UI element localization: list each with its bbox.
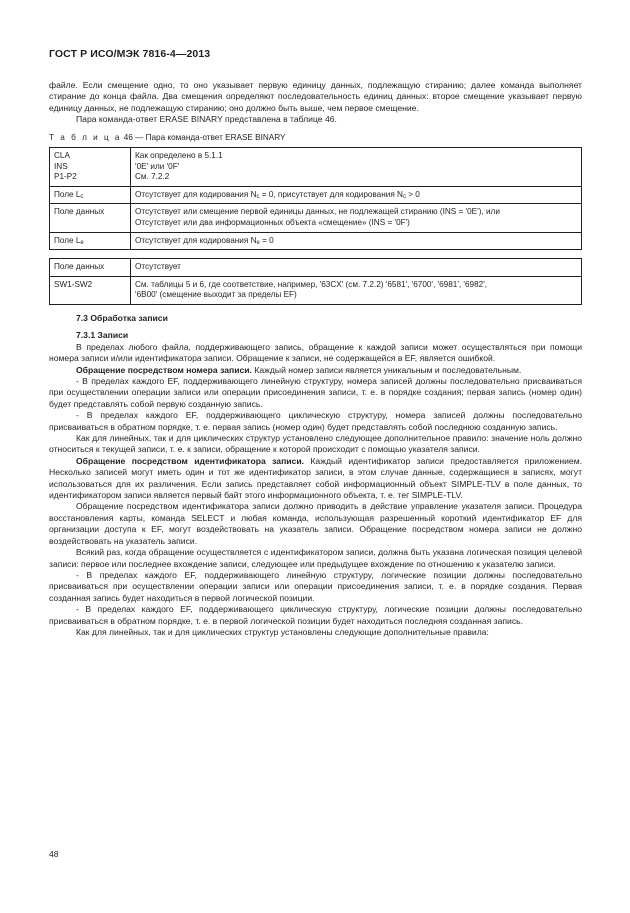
command-table <box>49 147 582 250</box>
field-lc: Поле L <box>54 189 81 199</box>
field-p1p2: P1-P2 <box>54 172 77 182</box>
table-cell-value <box>131 204 582 232</box>
table-cell-field <box>50 148 131 187</box>
page-content <box>49 80 582 638</box>
table-row <box>50 148 582 187</box>
value-lc-part: = 0, присутствует для кодирования N <box>259 189 403 199</box>
value-cla: Как определено в 5.1.1 <box>135 151 223 161</box>
body-paragraph <box>49 365 582 376</box>
body-paragraph: - В пределах каждого EF, поддерживающего циклическую структуру, логические позиции должны последовательно присваиваться в обратном порядке, т. е. в первой логической позиции будет находиться последняя созданная запись. <box>49 604 582 626</box>
paragraph-rest: Каждый номер записи является уникальным и последовательным. <box>251 364 522 375</box>
body-paragraph: - В пределах каждого EF, поддерживающего линейную структуру, номера записей должны последовательно присваиваться при осуществлении операции записи или операции присоединения записи, т. е. в порядке создания; первая запись (номер один) будет представлять собой первую созданную запись. <box>49 376 582 409</box>
value-lc-part: > 0 <box>405 189 420 199</box>
table-cell-value <box>131 148 582 187</box>
table-caption-prefix: Т а б л и ц а <box>49 132 122 142</box>
intro-paragraph-2: Пара команда-ответ ERASE BINARY представлена в таблице 46. <box>76 114 337 125</box>
subsection-heading: 7.3.1 Записи <box>76 330 129 341</box>
page-number: 48 <box>49 849 59 859</box>
body-paragraph: Всякий раз, когда обращение осуществляется с идентификатором записи, должна быть указана логическая позиция целевой записи: первое или последнее вхождение записи, следующее или предыдущее вхождение по отношению к указателю записи. <box>49 547 582 569</box>
table-row <box>50 204 582 232</box>
table-caption-text: 46 — Пара команда-ответ ERASE BINARY <box>121 132 286 142</box>
body-paragraph: В пределах любого файла, поддерживающего запись, обращение к каждой записи может осуществляться при помощи номера записи и/или идентификатора записи. Обращение к записи, не содержащейся в EF, является ошибкой. <box>49 341 582 364</box>
value-le-part: = 0 <box>259 235 274 245</box>
value-sw-line: См. таблицы 5 и 6, где соответствие, например, '63CX' (см. 7.2.2) '6581', '6700', '6981', '6982', <box>135 279 488 289</box>
table-cell-value <box>131 276 582 304</box>
value-data-line: Отсутствует или смещение первой единицы данных, не подлежащей стиранию (INS = '0E'), или <box>135 207 500 217</box>
paragraph-lead: Обращение посредством номера записи. <box>76 364 252 375</box>
table-cell-value <box>131 186 582 204</box>
table-row <box>50 276 582 304</box>
body-paragraph: Как для линейных, так и для циклических структур установлены следующие дополнительные правила: <box>76 626 489 637</box>
table-cell-field <box>50 186 131 204</box>
value-p1p2: См. 7.2.2 <box>135 172 170 182</box>
table-row <box>50 259 582 277</box>
field-le: Поле L <box>54 235 81 245</box>
value-data-line: Отсутствует или два информационных объекта «смещение» (INS = '0F') <box>135 218 410 227</box>
table-cell-field <box>50 232 131 250</box>
value-ins: '0E' или '0F' <box>135 161 180 171</box>
section-heading: 7.3 Обработка записи <box>76 312 168 323</box>
table-cell-value: Отсутствует <box>131 259 582 277</box>
body-paragraph: Обращение посредством идентификатора записи должно приводить в действие управление указателя записи. Процедура восстановления карты, команда SELECT и любая команда, использующая разрешенный короткий идентификатор EF для организации доступа к EF, могут воздействовать на указатель записи. Обращение посредством номера записи не должно воздействовать на указатель записи. <box>49 501 582 546</box>
field-le-sub: e <box>80 239 84 246</box>
field-cla: CLA <box>54 151 70 161</box>
response-table <box>49 258 582 305</box>
field-lc-sub: c <box>80 193 84 200</box>
paragraph-lead: Обращение посредством идентификатора записи. <box>76 455 304 466</box>
value-lc-sub: c <box>256 193 260 200</box>
field-ins: INS <box>54 161 68 171</box>
table-cell-field: SW1-SW2 <box>50 276 131 304</box>
table-cell-field: Поле данных <box>50 204 131 232</box>
value-le-sub: e <box>256 239 260 246</box>
document-header: ГОСТ Р ИСО/МЭК 7816-4—2013 <box>49 48 211 60</box>
paragraph-rest: Каждый идентификатор записи предоставляется приложением. Несколько записей могут иметь один и тот же идентификатор записи, в этом случае данные, содержащиеся в записях, могут использоваться для их различения. Если запись представляет собой информационный объект SIMPLE-TLV в поле данных, то идентификатором записи является первый байт этого информационного объекта, т. е. тег SIMPLE-TLV. <box>49 455 582 501</box>
body-paragraph: Как для линейных, так и для циклических структур установлено следующее дополнительное правило: значение ноль должно относиться к текущей записи, т. е. к записи, обращение к которой происходит с помощью указателя записи. <box>49 433 582 455</box>
table-gap <box>49 250 582 258</box>
intro-paragraph-1: файле. Если смещение одно, то оно указывает первую единицу данных, подлежащую стиранию; далее команда выполняет стирание до конца файла. Два смещения определяют последовательность единиц данных: второе смещение указывает первую единицу данных, не подлежащую стиранию; оно должно быть выше, чем первое смещение. <box>49 80 582 113</box>
value-lc-part: Отсутствует для кодирования N <box>135 189 257 199</box>
table-row <box>50 186 582 204</box>
table-caption <box>49 132 582 143</box>
body-paragraph: - В пределах каждого EF, поддерживающего циклическую структуру, номера записей должны последовательно присваиваться в обратном порядке, т. е. первая запись (номер один) будет представлять собой последнюю созданную запись. <box>49 410 582 432</box>
value-lc-sub: c <box>402 193 406 200</box>
value-sw-line: '6B00' (смещение выходит за пределы EF) <box>135 290 297 300</box>
table-cell-field: Поле данных <box>50 259 131 277</box>
body-paragraph: - В пределах каждого EF, поддерживающего линейную структуру, логические позиции должны последовательно присваиваться при осуществлении операции записи или операции присоединения записи, т. е. в порядке создания. Первая созданная запись будет находиться в первой логической позиции. <box>49 569 582 603</box>
table-cell-value <box>131 232 582 250</box>
body-paragraph <box>49 456 582 502</box>
value-le-part: Отсутствует для кодирования N <box>135 235 257 245</box>
table-row <box>50 232 582 250</box>
